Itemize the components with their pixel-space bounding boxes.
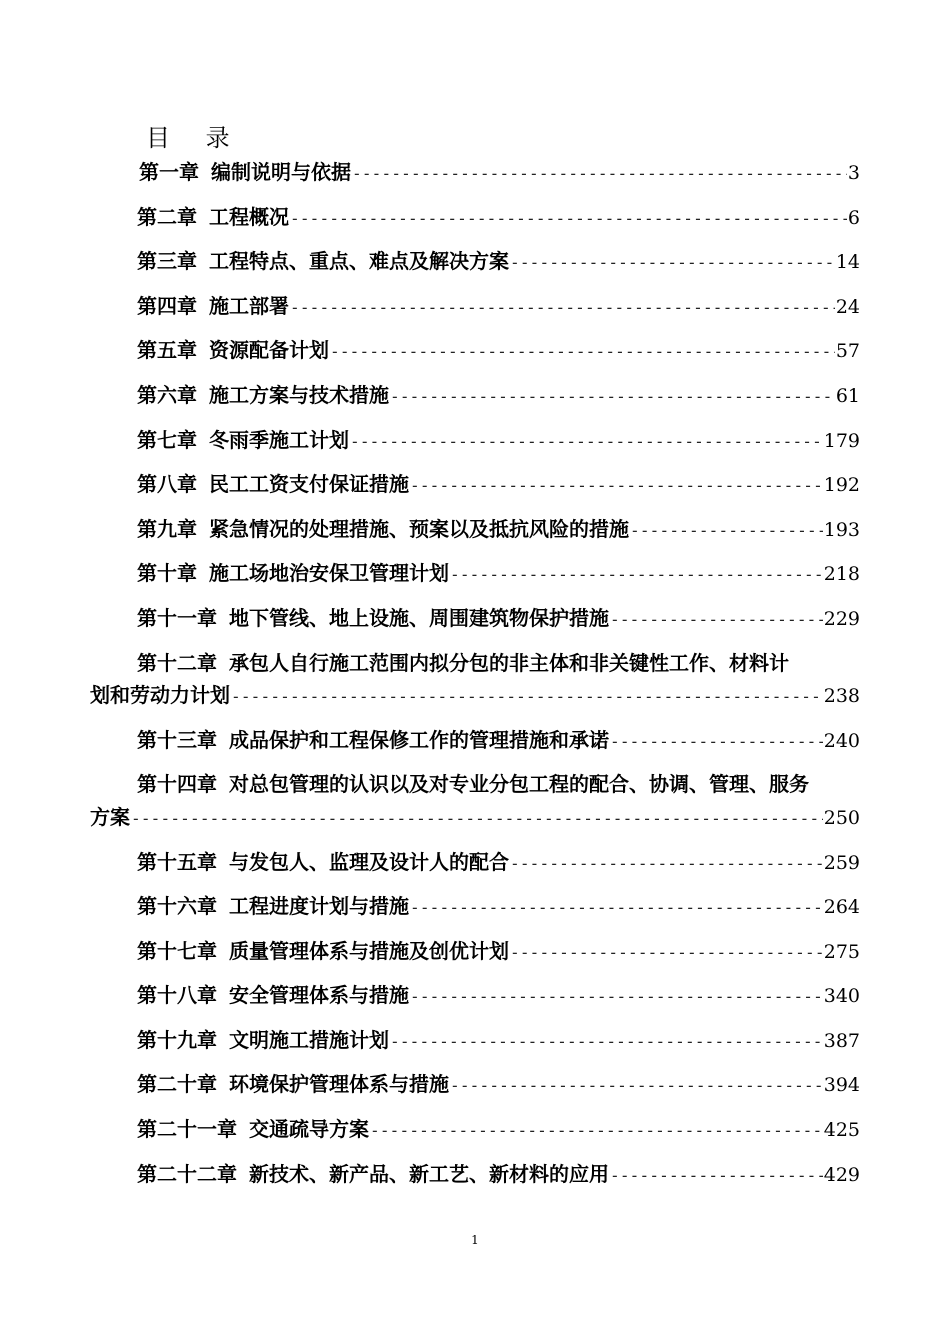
toc-dot-leader [352,162,847,185]
toc-dot-leader [450,1074,823,1097]
page-title: 目 录 [146,124,244,152]
toc-chapter-title: 交通疏导方案 [249,1117,369,1142]
toc-page-number: 340 [823,985,860,1008]
toc-chapter-number: 第十一章 [137,605,217,630]
toc-chapter-number: 第十四章 [137,772,217,797]
toc-entry[interactable] [90,294,860,319]
toc-chapter-number: 第九章 [137,516,197,541]
toc-entry[interactable] [90,160,860,185]
toc-page-number: 192 [823,474,860,497]
toc-chapter-title: 承包人自行施工范围内拟分包的非主体和非关键性工作、材料计 [229,650,789,675]
toc-chapter-title: 文明施工措施计划 [229,1027,389,1052]
toc-page-number: 429 [823,1163,860,1186]
toc-page-number: 57 [835,340,860,363]
toc-chapter-title: 工程特点、重点、难点及解决方案 [209,249,509,274]
toc-chapter-number: 第三章 [137,249,197,274]
toc-entry[interactable] [90,894,860,919]
toc-page-number: 238 [823,685,860,708]
toc-page-number: 240 [823,729,860,752]
toc-entry[interactable] [90,1117,860,1142]
toc-chapter-number: 第二十二章 [137,1161,237,1186]
toc-chapter-title-continued: 方案 [90,804,130,829]
toc-chapter-title: 民工工资支付保证措施 [209,472,409,497]
toc-page-number: 61 [835,384,860,407]
toc-entry[interactable] [90,939,860,964]
toc-dot-leader [610,1164,823,1187]
toc-chapter-title: 对总包管理的认识以及对专业分包工程的配合、协调、管理、服务 [229,772,809,797]
toc-page-number: 14 [835,251,860,274]
toc-chapter-title: 环境保护管理体系与措施 [229,1072,449,1097]
toc-chapter-number: 第一章 [139,160,199,184]
toc-dot-leader [370,1119,823,1142]
toc-dot-leader [131,807,823,830]
toc-entry[interactable] [90,1028,860,1053]
toc-dot-leader [330,340,835,363]
toc-entry[interactable] [90,517,860,542]
toc-dot-leader [510,941,823,964]
toc-chapter-number: 第四章 [137,293,197,318]
toc-entry[interactable] [90,728,860,753]
toc-chapter-title: 冬雨季施工计划 [209,427,349,452]
toc-page-number: 193 [823,518,860,541]
toc-chapter-number: 第八章 [137,472,197,497]
toc-entry[interactable] [90,249,860,274]
toc-chapter-number: 第十章 [137,561,197,586]
toc-chapter-title: 施工场地治安保卫管理计划 [209,561,449,586]
toc-chapter-title: 施工方案与技术措施 [209,382,389,407]
toc-page-number: 229 [823,607,860,630]
toc-entry[interactable] [90,428,860,453]
toc-chapter-title: 质量管理体系与措施及创优计划 [229,938,509,963]
toc-page-number: 264 [823,896,860,919]
toc-chapter-title: 工程进度计划与措施 [229,894,409,919]
toc-page-number: 6 [847,206,860,229]
toc-chapter-title: 工程概况 [209,204,289,229]
toc-entry[interactable] [90,983,860,1008]
toc-page-number: 259 [823,851,860,874]
toc-chapter-title: 与发包人、监理及设计人的配合 [229,849,509,874]
toc-dot-leader [450,563,823,586]
toc-chapter-number: 第二十章 [137,1072,217,1097]
toc-page-number: 425 [823,1119,860,1142]
toc-dot-leader [410,985,823,1008]
toc-dot-leader [610,730,823,753]
toc-dot-leader [410,896,823,919]
toc-entry[interactable] [90,205,860,230]
toc-page-number: 3 [847,162,860,184]
toc-chapter-number: 第十八章 [137,983,217,1008]
toc-dot-leader [410,474,823,497]
toc-entry[interactable] [90,850,860,875]
toc-page-number: 275 [823,940,860,963]
toc-chapter-title-continued: 划和劳动力计划 [90,683,230,708]
toc-entry[interactable] [90,772,860,829]
toc-dot-leader [350,430,823,453]
toc-dot-leader [510,852,823,875]
table-of-contents [90,160,860,1206]
toc-chapter-number: 第十三章 [137,727,217,752]
toc-chapter-number: 第二章 [137,204,197,229]
toc-dot-leader [390,385,835,408]
toc-chapter-title: 地下管线、地上设施、周围建筑物保护措施 [229,605,609,630]
toc-chapter-title: 新技术、新产品、新工艺、新材料的应用 [249,1161,609,1186]
toc-chapter-number: 第二十一章 [137,1117,237,1142]
toc-page-number: 250 [823,806,860,829]
toc-chapter-title: 施工部署 [209,293,289,318]
toc-chapter-title: 紧急情况的处理措施、预案以及抵抗风险的措施 [209,516,629,541]
toc-chapter-title: 安全管理体系与措施 [229,983,409,1008]
toc-dot-leader [390,1030,823,1053]
toc-page-number: 387 [823,1029,860,1052]
toc-dot-leader [290,207,847,230]
toc-chapter-number: 第十五章 [137,849,217,874]
page-number: 1 [471,1233,479,1247]
toc-dot-leader [231,685,823,708]
toc-dot-leader [610,608,823,631]
toc-page-number: 394 [823,1074,860,1097]
toc-chapter-number: 第十九章 [137,1027,217,1052]
toc-entry[interactable] [90,383,860,408]
toc-dot-leader [290,296,835,319]
toc-entry[interactable] [90,1162,860,1187]
toc-page-number: 24 [835,295,860,318]
toc-entry[interactable] [90,651,860,708]
toc-chapter-number: 第十七章 [137,938,217,963]
toc-chapter-title: 资源配备计划 [209,338,329,363]
toc-page-number: 179 [823,429,860,452]
toc-dot-leader [510,251,835,274]
toc-chapter-number: 第十六章 [137,894,217,919]
toc-entry[interactable] [90,338,860,363]
toc-entry[interactable] [90,1072,860,1097]
toc-chapter-number: 第十二章 [137,650,217,675]
toc-dot-leader [630,519,823,542]
toc-chapter-number: 第五章 [137,338,197,363]
toc-page-number: 218 [823,563,860,586]
toc-chapter-number: 第六章 [137,382,197,407]
toc-chapter-title: 成品保护和工程保修工作的管理措施和承诺 [229,727,609,752]
toc-entry[interactable] [90,606,860,631]
toc-chapter-title: 编制说明与依据 [211,160,351,184]
toc-entry[interactable] [90,561,860,586]
toc-chapter-number: 第七章 [137,427,197,452]
toc-entry[interactable] [90,472,860,497]
